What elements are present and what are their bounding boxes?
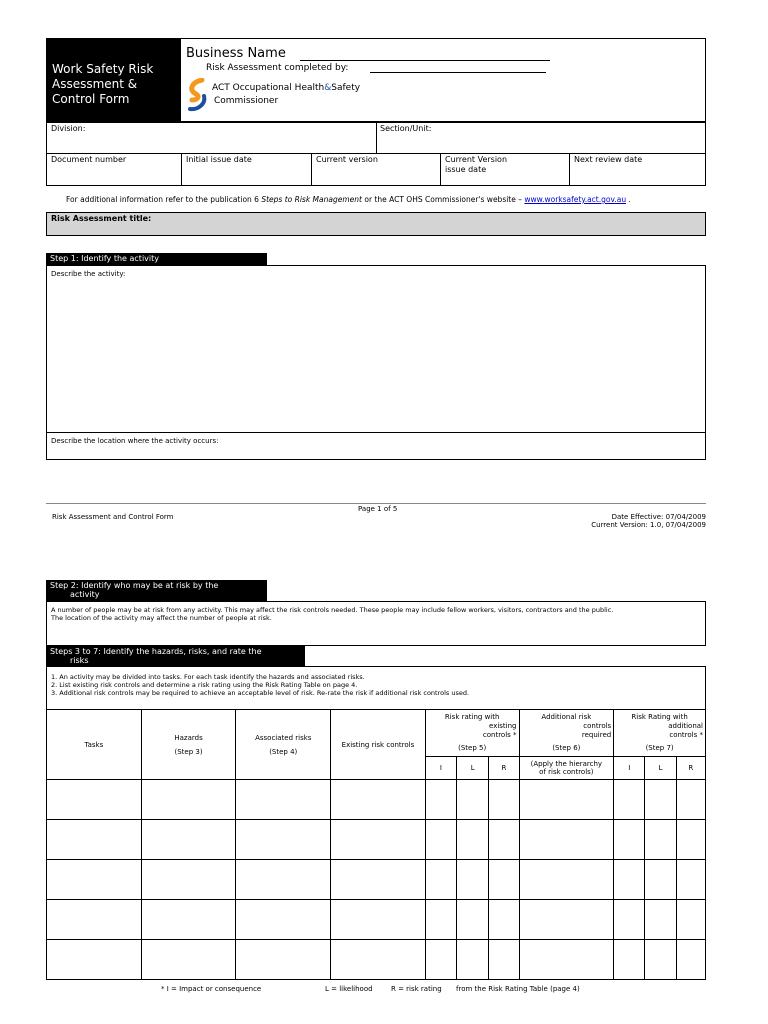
table-cell[interactable] [676,820,705,860]
table-cell[interactable] [676,940,705,980]
rr-existing-3: controls * [482,731,517,739]
next-review-field[interactable]: Next review date [574,155,643,164]
step2-text-line2: The location of the activity may affect the number of people at risk. [51,614,272,622]
col-hazards [141,710,236,780]
table-cell[interactable] [141,900,236,940]
info-row2-divider-3 [440,153,441,186]
col-additional-r: R [676,757,705,780]
col-existing-r: R [489,757,519,780]
current-version-issue-field[interactable] [445,155,507,175]
org-name [212,83,360,93]
instruction-1: 1. An activity may be divided into tasks. For each task identify the hazards and associated risks. [51,673,365,681]
table-cell[interactable] [425,780,456,820]
col-additional [519,710,614,757]
table-cell[interactable] [519,940,614,980]
col-existing-l: L [457,757,489,780]
table-cell[interactable] [331,860,426,900]
rr-existing-1: Risk rating with [444,713,500,721]
risk-assessment-title-label: Risk Assessment title: [51,214,152,223]
table-cell[interactable] [457,900,489,940]
rr-additional-2: additional [668,722,703,730]
table-cell[interactable] [457,860,489,900]
act-logo-icon [186,78,210,112]
col-rr-existing [425,710,519,757]
current-version-field[interactable]: Current version [316,155,378,164]
col-rr-additional [614,710,706,757]
step2-header-line2: activity [70,590,100,599]
table-cell[interactable] [47,860,142,900]
additional-step: (Step 6) [552,744,581,752]
table-cell[interactable] [457,780,489,820]
table-cell[interactable] [614,860,645,900]
table-cell[interactable] [425,940,456,980]
table-cell[interactable] [425,900,456,940]
additional-hier-2: of risk controls) [539,768,594,776]
table-cell[interactable] [614,900,645,940]
table-row [47,780,706,820]
legend-impact: * I = Impact or consequence [161,985,262,993]
reference-prefix: For additional information refer to the publication 6 [66,195,259,204]
completed-by-line[interactable] [370,72,546,73]
org-amp: & [324,83,332,93]
table-cell[interactable] [425,820,456,860]
table-cell[interactable] [47,900,142,940]
additional-2: controls [583,722,612,730]
info-row1-divider [376,122,377,154]
table-cell[interactable] [676,780,705,820]
col-additional-i: I [614,757,645,780]
table-row [47,820,706,860]
table-cell[interactable] [331,900,426,940]
instruction-2: 2. List existing risk controls and determine a risk rating using the Risk Rating Table on page 4. [51,681,358,689]
footer-current-version: Current Version: 1.0, 07/04/2009 [591,521,706,529]
col-assoc-label: Associated risks [255,733,312,742]
table-cell[interactable] [236,820,331,860]
additional-3: required [581,731,612,739]
table-cell[interactable] [141,940,236,980]
step2-text-line1: A number of people may be at risk from any activity. This may affect the risk controls needed. These people may include fellow workers, visitors, contractors and the public. [51,606,614,614]
table-cell[interactable] [676,860,705,900]
business-name-line[interactable] [300,60,550,61]
section-field[interactable]: Section/Unit: [380,124,432,133]
info-row2-divider-1 [181,153,182,186]
table-cell[interactable] [645,940,676,980]
footer-left: Risk Assessment and Control Form [52,513,174,521]
footer-rule [46,503,706,504]
table-cell[interactable] [457,940,489,980]
col-hazards-label: Hazards [174,733,203,742]
table-cell[interactable] [457,820,489,860]
current-version-issue-line1: Current Version [445,155,508,164]
info-row2-divider-2 [311,153,312,186]
table-cell[interactable] [614,780,645,820]
risk-table [46,709,706,980]
table-cell[interactable] [614,820,645,860]
table-cell[interactable] [645,820,676,860]
step2-text [51,606,613,622]
footer-page: Page 1 of 5 [358,505,398,513]
legend-rating: R = risk rating [391,985,442,993]
col-existing: Existing risk controls [331,710,426,780]
reference-publication: Steps to Risk Management [261,195,362,204]
col-additional-hierarchy [519,757,614,780]
table-cell[interactable] [141,820,236,860]
table-cell[interactable] [519,780,614,820]
steps3to7-header [46,646,305,666]
initial-issue-field[interactable]: Initial issue date [186,155,252,164]
describe-location-label: Describe the location where the activity occurs: [51,437,219,445]
reference-suffix: . [628,195,631,204]
table-row [47,900,706,940]
table-cell[interactable] [489,860,519,900]
table-cell[interactable] [47,820,142,860]
rr-additional-1: Risk Rating with [631,713,688,721]
additional-hier-1: (Apply the hierarchy [530,760,603,768]
reference-middle: or the ACT OHS Commissioner's website – [364,195,522,204]
additional-1: Additional risk [541,713,592,721]
table-row [47,860,706,900]
info-row2-divider-4 [569,153,570,186]
table-cell[interactable] [47,780,142,820]
table-cell[interactable] [236,780,331,820]
business-name-label: Business Name [186,46,286,61]
steps3to7-instructions [51,673,469,697]
table-cell[interactable] [519,860,614,900]
table-cell[interactable] [519,900,614,940]
legend-from: from the Risk Rating Table (page 4) [456,985,580,993]
completed-by-label: Risk Assessment completed by: [206,63,349,73]
rr-additional-3: controls * [669,731,703,739]
table-cell[interactable] [141,860,236,900]
instruction-3: 3. Additional risk controls may be required to achieve an acceptable level of risk. Re-rate the risk if additional risk controls used. [51,689,470,697]
col-assoc [236,710,331,780]
steps3to7-header-line1: Steps 3 to 7: Identify the hazards, risks, and rate the [50,647,262,656]
rr-existing-2: existing [489,722,517,730]
col-hazards-step: (Step 3) [174,747,203,756]
table-cell[interactable] [425,860,456,900]
col-tasks: Tasks [47,710,142,780]
step2-header-line1: Step 2: Identify who may be at risk by the [50,581,219,590]
doc-number-field[interactable]: Document number [51,155,127,164]
reference-line [66,195,631,204]
rr-additional-step: (Step 7) [645,744,674,752]
table-cell[interactable] [331,780,426,820]
table-cell[interactable] [489,940,519,980]
table-cell[interactable] [489,900,519,940]
table-cell[interactable] [236,940,331,980]
rr-existing-step: (Step 5) [458,744,487,752]
table-cell[interactable] [676,900,705,940]
step1-activity-box[interactable] [46,265,706,433]
table-cell[interactable] [489,780,519,820]
division-field[interactable]: Division: [51,124,86,133]
table-cell[interactable] [331,820,426,860]
worksafety-link[interactable]: www.worksafety.act.gov.au [524,195,627,204]
form-title: Work Safety Risk Assessment & Control Form [52,62,154,106]
steps3to7-header-line2: risks [70,656,89,665]
col-assoc-step: (Step 4) [269,747,298,756]
step1-header: Step 1: Identify the activity [46,253,267,265]
current-version-issue-line2: issue date [445,165,487,174]
org-name-part2: Safety [331,83,361,93]
org-sub: Commissioner [214,96,279,106]
legend-likelihood: L = likelihood [325,985,373,993]
table-cell[interactable] [645,900,676,940]
table-cell[interactable] [489,820,519,860]
table-cell[interactable] [47,940,142,980]
table-cell[interactable] [614,940,645,980]
describe-activity-label: Describe the activity: [51,270,126,278]
table-row [47,940,706,980]
step2-header [46,580,267,601]
table-cell[interactable] [236,860,331,900]
footer-date-effective: Date Effective: 07/04/2009 [611,513,706,521]
table-cell[interactable] [645,780,676,820]
table-cell[interactable] [331,940,426,980]
table-cell[interactable] [141,780,236,820]
col-additional-l: L [645,757,676,780]
table-cell[interactable] [236,900,331,940]
table-cell[interactable] [519,820,614,860]
table-cell[interactable] [645,860,676,900]
org-name-part1: ACT Occupational Health [212,83,325,93]
col-existing-i: I [425,757,456,780]
